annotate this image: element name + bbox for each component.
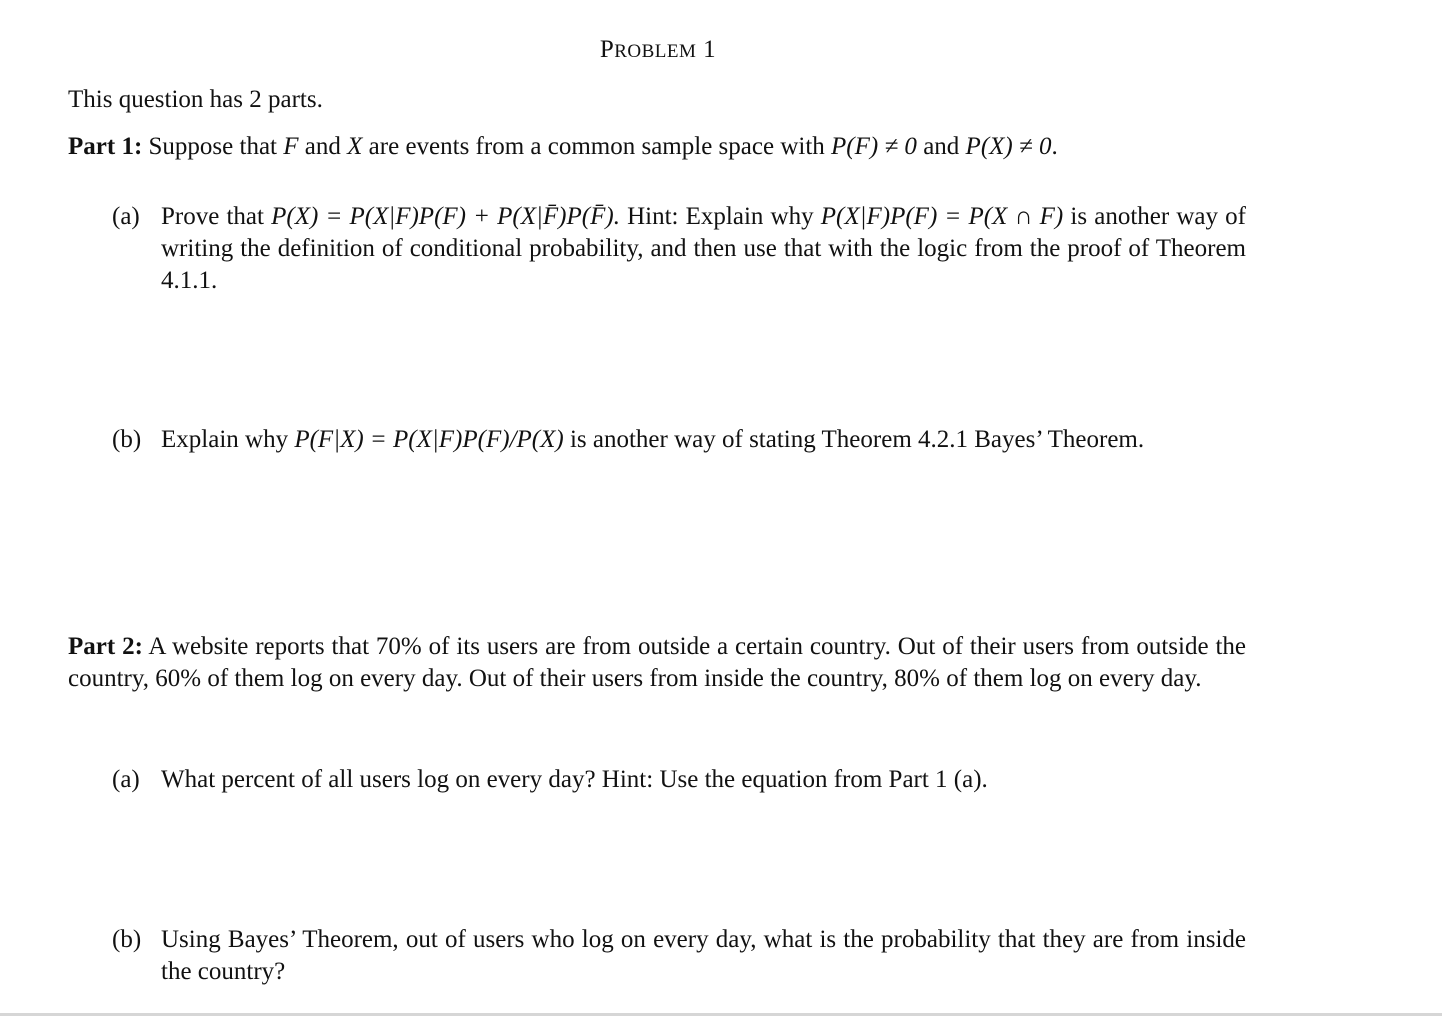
part1-text-e: . xyxy=(1051,133,1058,160)
part1-condition-1: P(F) ≠ 0 xyxy=(831,133,917,160)
part2-item-b-marker: (b) xyxy=(112,926,142,953)
part2-b-text: Using Bayes’ Theorem, out of users who log on every day, what is the probability that they are from inside the country? xyxy=(161,926,1246,985)
part1-condition-2: P(X) ≠ 0 xyxy=(965,133,1052,160)
part1-text-b: and xyxy=(298,133,348,160)
page-bottom-divider xyxy=(0,1013,1442,1016)
part1-a-text-3: is another way of writing the definition of conditional probability, and then use that with the logic from the proof of Theorem 4.1.1. xyxy=(161,203,1246,294)
part1-item-b xyxy=(112,424,1246,456)
part1-paragraph xyxy=(68,131,1246,163)
title-rest: ROBLEM xyxy=(614,41,697,62)
title-number: 1 xyxy=(696,36,717,63)
part2-paragraph xyxy=(68,631,1246,695)
part1-a-text-1: Prove that xyxy=(161,203,272,230)
part1-b-text-2: is another way of stating Theorem 4.2.1 Bayes’ Theorem. xyxy=(563,426,1145,453)
part1-text-a: Suppose that xyxy=(142,133,284,160)
part1-b-equation: P(F|X) = P(X|F)P(F)/P(X) xyxy=(294,426,564,453)
part1-a-equation-2: P(X|F)P(F) = P(X ∩ F) xyxy=(820,203,1064,230)
part2-a-text: What percent of all users log on every day? Hint: Use the equation from Part 1 (a). xyxy=(161,766,988,793)
title-first-letter: P xyxy=(599,36,615,63)
part1-var-f: F xyxy=(283,133,299,160)
part1-item-a-body xyxy=(161,201,1246,297)
part1-var-x: X xyxy=(347,133,363,160)
problem-title xyxy=(0,34,1316,68)
part2-item-b xyxy=(112,924,1246,988)
part2-item-a xyxy=(112,764,1246,796)
part1-text-c: are events from a common sample space with xyxy=(362,133,832,160)
part1-text-d: and xyxy=(916,133,966,160)
part1-label: Part 1: xyxy=(68,133,143,160)
part1-item-a xyxy=(112,201,1246,297)
part1-item-b-marker: (b) xyxy=(112,426,142,453)
part1-a-equation-1: P(X) = P(X|F)P(F) + P(X|F̄)P(F̄). xyxy=(271,203,620,230)
intro-text: This question has 2 parts. xyxy=(68,86,323,113)
part1-item-b-body xyxy=(161,424,1246,456)
part2-item-b-body xyxy=(161,924,1246,988)
intro-paragraph xyxy=(68,84,1246,116)
part2-text: A website reports that 70% of its users are from outside a certain country. Out of their users from outside the country, 60% of them log on every day. Out of their users from inside the country, 80% of them log on every day. xyxy=(68,633,1246,692)
part1-a-text-2: Hint: Explain why xyxy=(619,203,821,230)
part1-item-a-marker: (a) xyxy=(112,203,140,230)
part1-b-text-1: Explain why xyxy=(161,426,295,453)
part2-label: Part 2: xyxy=(68,633,143,660)
part2-item-a-marker: (a) xyxy=(112,766,140,793)
part2-item-a-body xyxy=(161,764,1246,796)
